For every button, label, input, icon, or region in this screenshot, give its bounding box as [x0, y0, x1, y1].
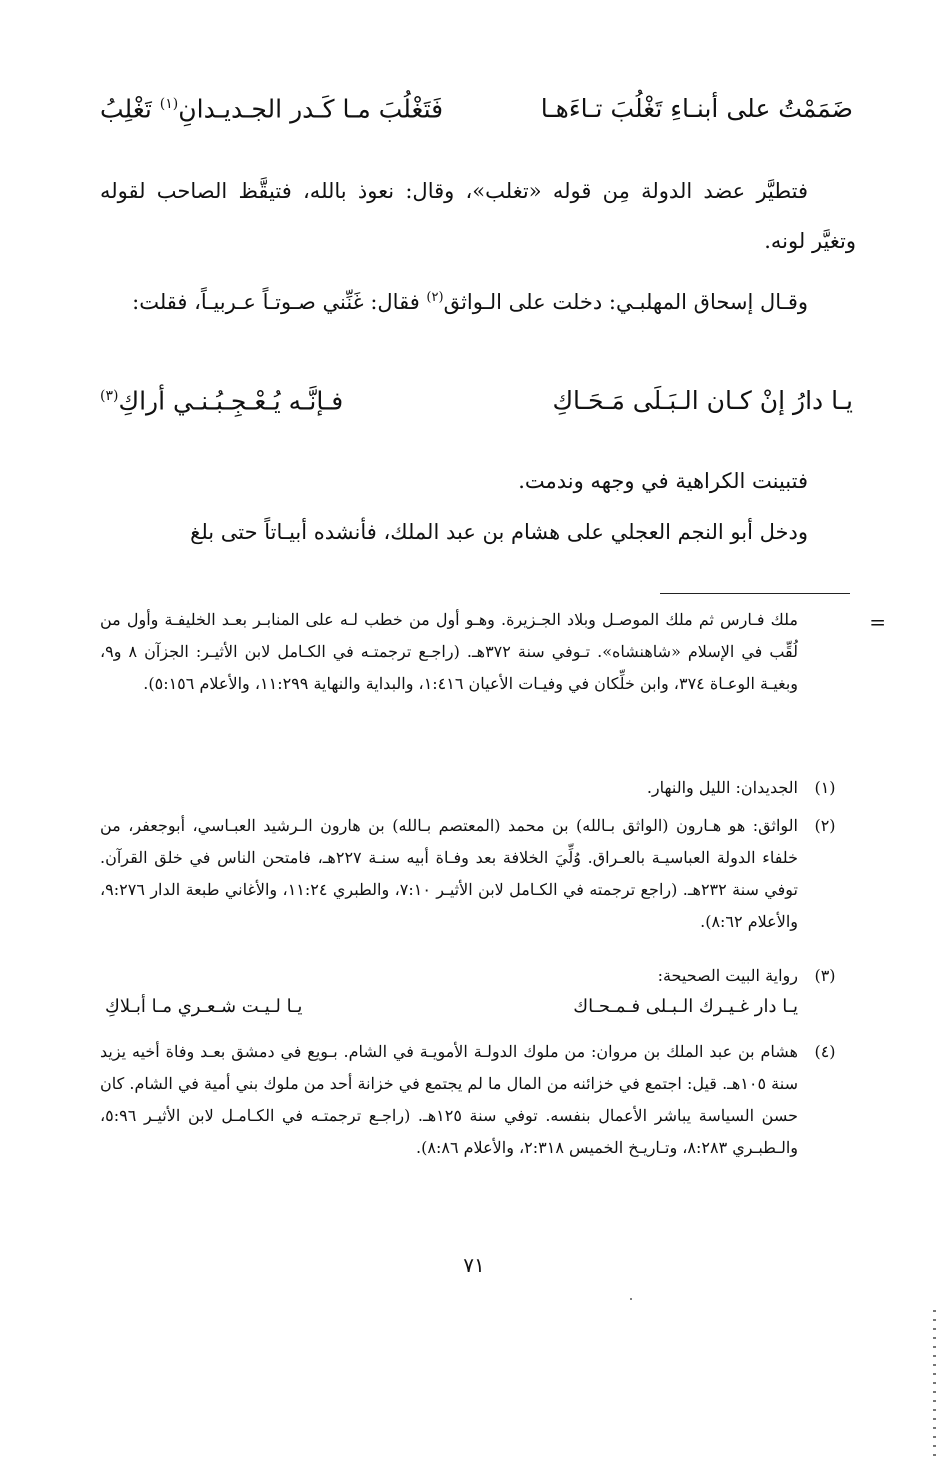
footnote-number-3: (٣) — [814, 966, 836, 985]
footnote-1: الجديدان: الليل والنهار. — [646, 778, 798, 797]
paragraph-ishaq — [100, 273, 856, 327]
paragraph-ishaq-end: فقال: غَنِّني صـوتـاً عـربيـاً، فقلت: — [132, 290, 420, 314]
scan-edge-dots — [933, 1310, 936, 1460]
footnote-2: الواثق: هو هـارون (الواثق بـالله) بن محمد (المعتصم بـالله) بن هارون الـرشيد العبـاسي، أبوجعفر، من خلفاء الدولة العباسيـة بالعـراق. وُلِّيَ الخلافة بعد وفـاة أبيه سنـة ٢٢٧هـ، فامتحن الناس في خلق القرآن. توفي سنة ٢٣٢هـ. (راجع ترجمته في الكـامل لابن الأثيـر ٧:١٠، والطبري ١١:٢٤، والأغاني طبعة الدار ٩:٢٧٦، والأعلام ٨:٦٢). — [100, 816, 799, 931]
footnote-verse-second-hemistich: يـا لـيـت شـعـري مـا أبـلاكِ — [105, 996, 303, 1017]
footnote-4: هشام بن عبد الملك بن مروان: من ملوك الدولـة الأمويـة في الشام. بـويع في دمشق بعـد وفاة أخيه يزيد سنة ١٠٥هـ. قيل: اجتمع في خزائنه من المال ما لم يجتمع في خزانة أحد من ملوك بني أمية في الشام. كان حسن السياسة يباشر الأعمال بنفسه. توفي سنة ١٢٥هـ. (راجـع ترجمتـه في الكـامـل لابن الأثيـر ٥:٩٦، والـطبـري ٨:٢٨٣، وتـاريـخ الخميس ٢:٣١٨، والأعلام ٨:٨٦). — [100, 1042, 799, 1157]
footnote-3-verse — [105, 991, 798, 1023]
paragraph-abu-najm: ودخل أبو النجم العجلي على هشام بن عبد الملك، فأنشده أبيـاتاً حتى بلغ — [190, 520, 808, 544]
verse-2-second-hemistich — [100, 378, 343, 419]
poem-verse-1 — [100, 86, 853, 127]
footnote-continuation: ملك فـارس ثم ملك الموصـل وبلاد الجـزيرة. وهـو أول من خطب لـه على المنابـر بعـد الخليفـة وأول من لُقِّب في الإسلام «شاهنشاه». تـوفي سنة ٣٧٢هـ. (راجـع ترجمتـه في الكـامل لابن الأثيـر: الجزآن ٨ و٩، وبغيـة الوعـاة ٣٧٤، وابن خلِّكان في وفيـات الأعيان ١:٤١٦، والبداية والنهاية ١١:٢٩٩، والأعلام ٥:١٥٦). — [100, 610, 799, 693]
footnote-ref-1: (١) — [159, 96, 179, 112]
footnote-separator — [660, 593, 850, 594]
paragraph-omen: فتطيَّر عضد الدولة مِن قوله «تغلب»، وقال: نعوذ بالله، فتيقَّظ الصاحب لقوله وتغيَّر لونه. — [100, 179, 856, 253]
footnote-number-2: (٢) — [814, 816, 836, 835]
verse-2-first-hemistich: يـا دارُ إنْ كـان الـبَـلَى مَـحَـاكِ — [552, 386, 853, 416]
verse-1-second-hemistich — [100, 86, 443, 127]
footnote-ref-3: (٣) — [100, 388, 119, 404]
footnote-ref-2: (٢) — [426, 290, 444, 305]
footnote-verse-first-hemistich: يـا دار غـيـرك الـبـلى فـمـحـاك — [573, 996, 798, 1017]
verse-2-second-hemistich-text: فـإنَّـه يُـعْـجِـبُـنـي أراكِ — [118, 386, 344, 416]
scan-speck — [630, 1298, 632, 1300]
page-number: ٧١ — [463, 1253, 485, 1277]
paragraph-ishaq-start: وقـال إسحاق المهلبـي: دخلت على الـواثق — [443, 290, 808, 314]
verse-1-second-hemistich-text: فَتَغْلُبَ مـا كَـدر الجـديـدانِ — [178, 94, 444, 124]
footnote-3: رواية البيت الصحيحة: — [657, 966, 798, 985]
footnote-number-1: (١) — [814, 778, 836, 797]
continuation-mark: = — [869, 610, 886, 634]
verse-1-first-hemistich: ضَمَمْتُ على أبنـاءِ تَغْلُبَ تـاءَهـا — [540, 94, 853, 124]
verse-1-rhyme-word: تَغْلِبُ — [100, 94, 152, 124]
poem-verse-2 — [100, 378, 853, 419]
footnote-number-4: (٤) — [814, 1042, 836, 1061]
paragraph-regret: فتبينت الكراهية في وجهه وندمت. — [518, 469, 808, 493]
